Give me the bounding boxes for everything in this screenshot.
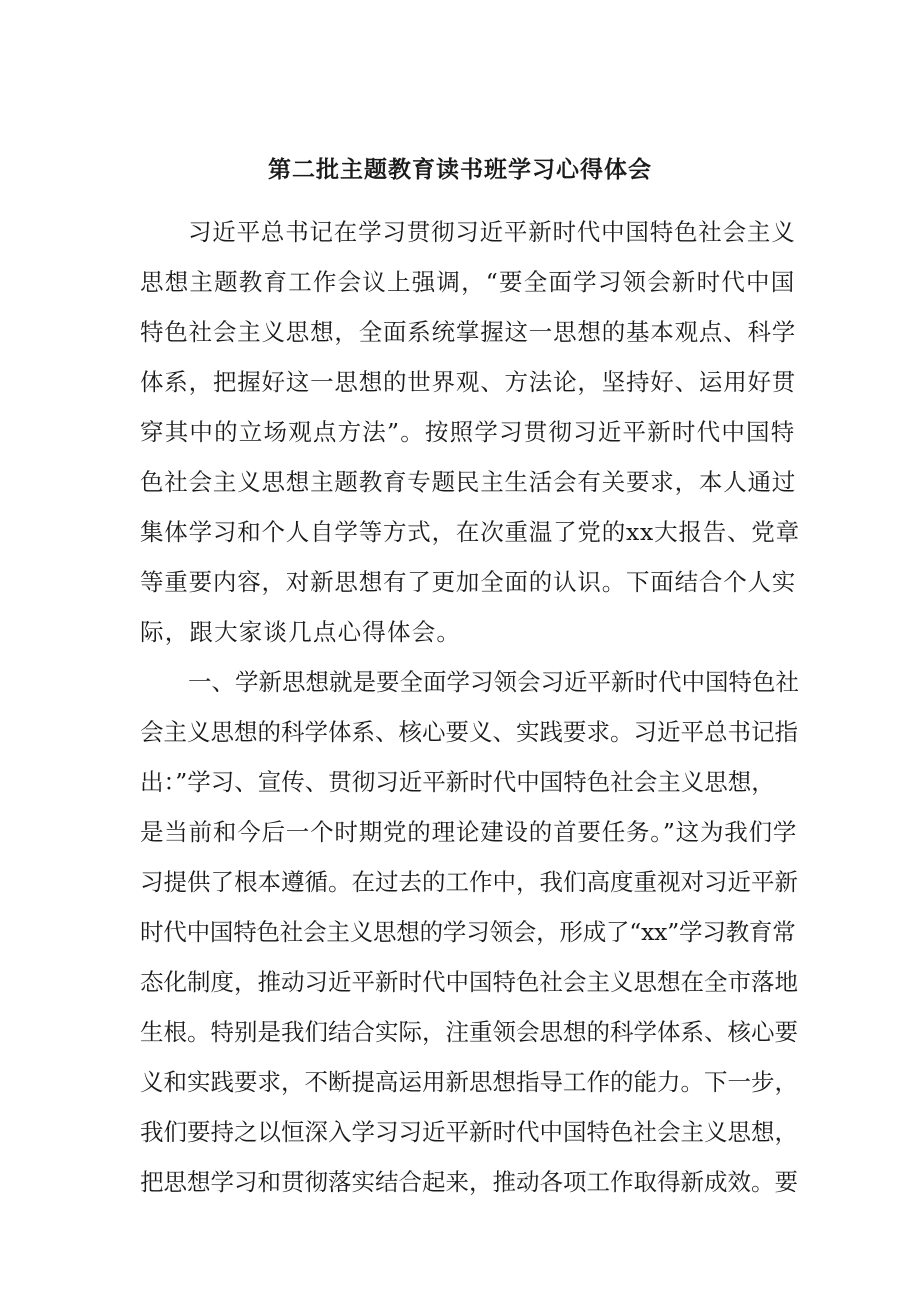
paragraph-1-line: 集体学习和个人自学等方式，在次重温了党的xx大报告、党章 bbox=[140, 518, 800, 546]
paragraph-1-line: 特色社会主义思想，全面系统掌握这一思想的基本观点、科学 bbox=[140, 318, 797, 346]
paragraph-2-line: 生根。特别是我们结合实际，注重领会思想的科学体系、核心要 bbox=[140, 1018, 798, 1046]
paragraph-2-line: 态化制度，推动习近平新时代中国特色社会主义思想在全市落地 bbox=[140, 968, 798, 996]
paragraph-1-line: 色社会主义思想主题教育专题民主生活会有关要求，本人通过 bbox=[140, 468, 797, 496]
paragraph-1-line: 穿其中的立场观点方法”。按照学习贯彻习近平新时代中国特 bbox=[140, 418, 796, 446]
paragraph-2-line: 出：”学习、宣传、贯彻习近平新时代中国特色社会主义思想， bbox=[140, 768, 775, 796]
paragraph-1-line: 习近平总书记在学习贯彻习近平新时代中国特色社会主义 bbox=[188, 218, 796, 246]
paragraph-1-line: 思想主题教育工作会议上强调，“要全面学习领会新时代中国 bbox=[140, 268, 796, 296]
paragraph-2-line: 把思想学习和贯彻落实结合起来，推动各项工作取得新成效。要 bbox=[140, 1168, 798, 1196]
paragraph-1-line: 体系，把握好这一思想的世界观、方法论，坚持好、运用好贯 bbox=[140, 368, 797, 396]
paragraph-2-line: 习提供了根本遵循。在过去的工作中，我们高度重视对习近平新 bbox=[140, 868, 798, 896]
document-title: 第二批主题教育读书班学习心得体会 bbox=[268, 157, 652, 183]
paragraph-2-line: 会主义思想的科学体系、核心要义、实践要求。习近平总书记指 bbox=[140, 718, 798, 746]
paragraph-2-line: 时代中国特色社会主义思想的学习领会，形成了“xx”学习教育常 bbox=[140, 918, 796, 946]
paragraph-2-line: 一、学新思想就是要全面学习领会习近平新时代中国特色社 bbox=[188, 668, 799, 696]
paragraph-2-line: 是当前和今后一个时期党的理论建设的首要任务。”这为我们学 bbox=[140, 818, 798, 846]
paragraph-2-line: 我们要持之以恒深入学习习近平新时代中国特色社会主义思想， bbox=[140, 1118, 798, 1146]
paragraph-1-line: 际，跟大家谈几点心得体会。 bbox=[140, 618, 462, 646]
paragraph-2-line: 义和实践要求，不断提高运用新思想指导工作的能力。下一步， bbox=[140, 1068, 798, 1096]
paragraph-1-line: 等重要内容，对新思想有了更加全面的认识。下面结合个人实 bbox=[140, 568, 797, 596]
